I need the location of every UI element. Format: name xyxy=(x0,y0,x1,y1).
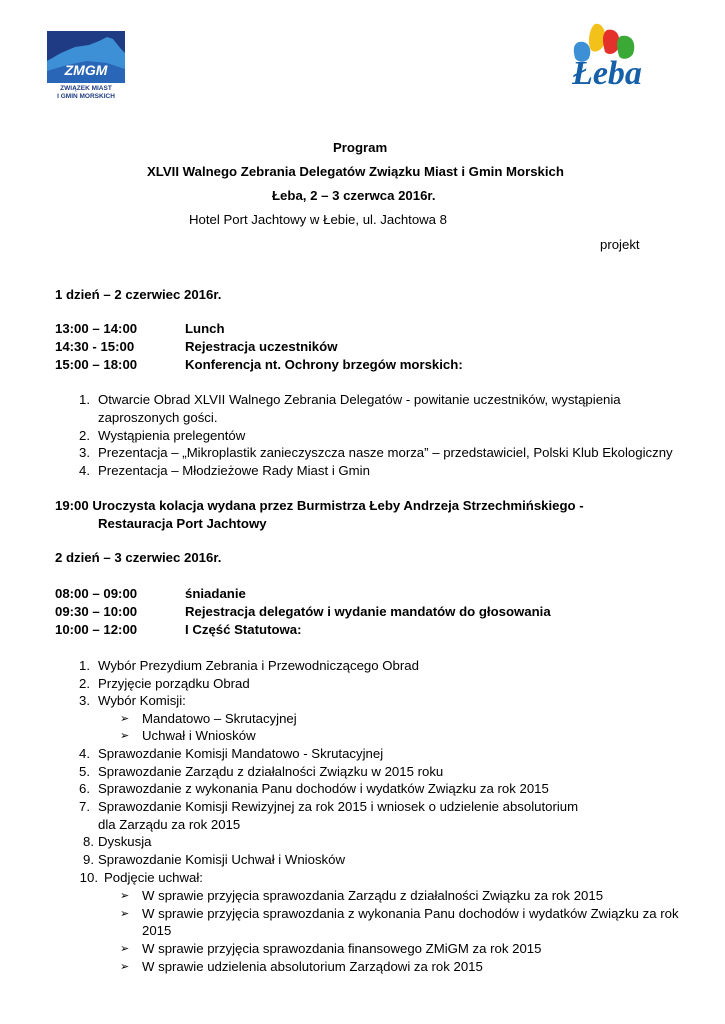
day2-item-num: 3. xyxy=(79,693,90,708)
day2-event-3: I Część Statutowa: xyxy=(185,622,302,637)
page-subtitle: XLVII Walnego Zebrania Delegatów Związku Miast i Gmin Morskich xyxy=(147,164,564,179)
event-date: Łeba, 2 – 3 czerwca 2016r. xyxy=(272,188,436,203)
dinner-venue: Restauracja Port Jachtowy xyxy=(98,516,267,531)
day2-item-text: Sprawozdanie z wykonania Panu dochodów i wydatków Związku za rok 2015 xyxy=(98,781,549,796)
sub-item-text: W sprawie udzielenia absolutorium Zarządowi za rok 2015 xyxy=(142,959,483,974)
day1-item-num: 4. xyxy=(79,463,90,478)
day1-event-3: Konferencja nt. Ochrony brzegów morskich: xyxy=(185,357,463,372)
day1-event-1: Lunch xyxy=(185,321,225,336)
day2-item-text: Sprawozdanie Zarządu z działalności Związku w 2015 roku xyxy=(98,764,444,779)
day2-item-num: 1. xyxy=(79,658,90,673)
svg-text:Łeba: Łeba xyxy=(572,55,642,92)
day1-item-num: 2. xyxy=(79,428,90,443)
arrow-bullet-icon: ➢ xyxy=(120,730,130,742)
day2-heading: 2 dzień – 3 czerwiec 2016r. xyxy=(55,550,222,565)
arrow-bullet-icon: ➢ xyxy=(120,908,130,920)
sub-item-text: Mandatowo – Skrutacyjnej xyxy=(142,711,297,726)
dinner-line: 19:00 Uroczysta kolacja wydana przez Burmistrza Łeby Andrzeja Strzechmińskiego - xyxy=(55,498,584,513)
day2-item-num: 10. xyxy=(79,870,98,885)
day2-time-1: 08:00 – 09:00 xyxy=(55,586,138,601)
draft-label: projekt xyxy=(600,237,640,252)
day2-item-text: Sprawozdanie Komisji Uchwał i Wniosków xyxy=(98,852,345,867)
zmgm-logo xyxy=(47,31,125,101)
sub-item-text: W sprawie przyjęcia sprawozdania Zarządu z działalności Związku za rok 2015 xyxy=(142,888,604,903)
day2-item-text-cont: dla Zarządu za rok 2015 xyxy=(98,817,241,832)
sub-item-text-cont: 2015 xyxy=(142,923,172,938)
day1-time-1: 13:00 – 14:00 xyxy=(55,321,138,336)
day2-item-text: Sprawozdanie Komisji Rewizyjnej za rok 2015 i wniosek o udzielenie absolutorium xyxy=(98,799,579,814)
day2-item-num: 5. xyxy=(79,764,90,779)
day2-time-3: 10:00 – 12:00 xyxy=(55,622,138,637)
day2-item-text: Wybór Komisji: xyxy=(98,693,186,708)
day2-item-text: Wybór Prezydium Zebrania i Przewodniczącego Obrad xyxy=(98,658,419,673)
svg-text:I GMIN MORSKICH: I GMIN MORSKICH xyxy=(57,93,115,100)
day2-item-num: 9. xyxy=(83,852,94,867)
arrow-bullet-icon: ➢ xyxy=(120,713,130,725)
day1-item-text: Prezentacja – Młodzieżowe Rady Miast i Gmin xyxy=(98,463,370,478)
day2-time-2: 09:30 – 10:00 xyxy=(55,604,138,619)
arrow-bullet-icon: ➢ xyxy=(120,943,130,955)
day1-event-2: Rejestracja uczestników xyxy=(185,339,338,354)
event-venue: Hotel Port Jachtowy w Łebie, ul. Jachtowa 8 xyxy=(189,212,448,227)
leba-logo xyxy=(543,20,673,92)
day1-item-text: Prezentacja – „Mikroplastik zanieczyszcza nasze morza” – przedstawiciel, Polski Klub Ekologiczny xyxy=(98,445,673,460)
day2-event-1: śniadanie xyxy=(185,586,246,601)
day2-item-text: Podjęcie uchwał: xyxy=(104,870,203,885)
svg-text:ZMGM: ZMGM xyxy=(64,62,108,78)
arrow-bullet-icon: ➢ xyxy=(120,890,130,902)
day1-time-2: 14:30 - 15:00 xyxy=(55,339,135,354)
day2-item-num: 4. xyxy=(79,746,90,761)
sub-item-text: W sprawie przyjęcia sprawozdania finansowego ZMiGM za rok 2015 xyxy=(142,941,542,956)
page-title: Program xyxy=(333,140,388,155)
svg-text:ZWIĄZEK MIAST: ZWIĄZEK MIAST xyxy=(60,85,112,92)
day2-item-text: Przyjęcie porządku Obrad xyxy=(98,676,250,691)
day1-item-text: Otwarcie Obrad XLVII Walnego Zebrania Delegatów - powitanie uczestników, wystąpienia xyxy=(98,392,621,407)
day1-item-num: 3. xyxy=(79,445,90,460)
arrow-bullet-icon: ➢ xyxy=(120,961,130,973)
day2-item-text: Sprawozdanie Komisji Mandatowo - Skrutacyjnej xyxy=(98,746,384,761)
day1-item-text-cont: zaproszonych gości. xyxy=(98,410,218,425)
day1-time-3: 15:00 – 18:00 xyxy=(55,357,138,372)
day1-item-text: Wystąpienia prelegentów xyxy=(98,428,246,443)
day2-item-num: 2. xyxy=(79,676,90,691)
sub-item-text: W sprawie przyjęcia sprawozdania z wykonania Panu dochodów i wydatków Związku za rok xyxy=(142,906,679,921)
day1-heading: 1 dzień – 2 czerwiec 2016r. xyxy=(55,287,222,302)
day2-item-num: 6. xyxy=(79,781,90,796)
day2-item-num: 7. xyxy=(79,799,90,814)
day2-item-text: Dyskusja xyxy=(98,834,152,849)
day2-item-num: 8. xyxy=(83,834,94,849)
sub-item-text: Uchwał i Wniosków xyxy=(142,728,256,743)
day2-event-2: Rejestracja delegatów i wydanie mandatów do głosowania xyxy=(185,604,551,619)
day1-item-num: 1. xyxy=(79,392,90,407)
